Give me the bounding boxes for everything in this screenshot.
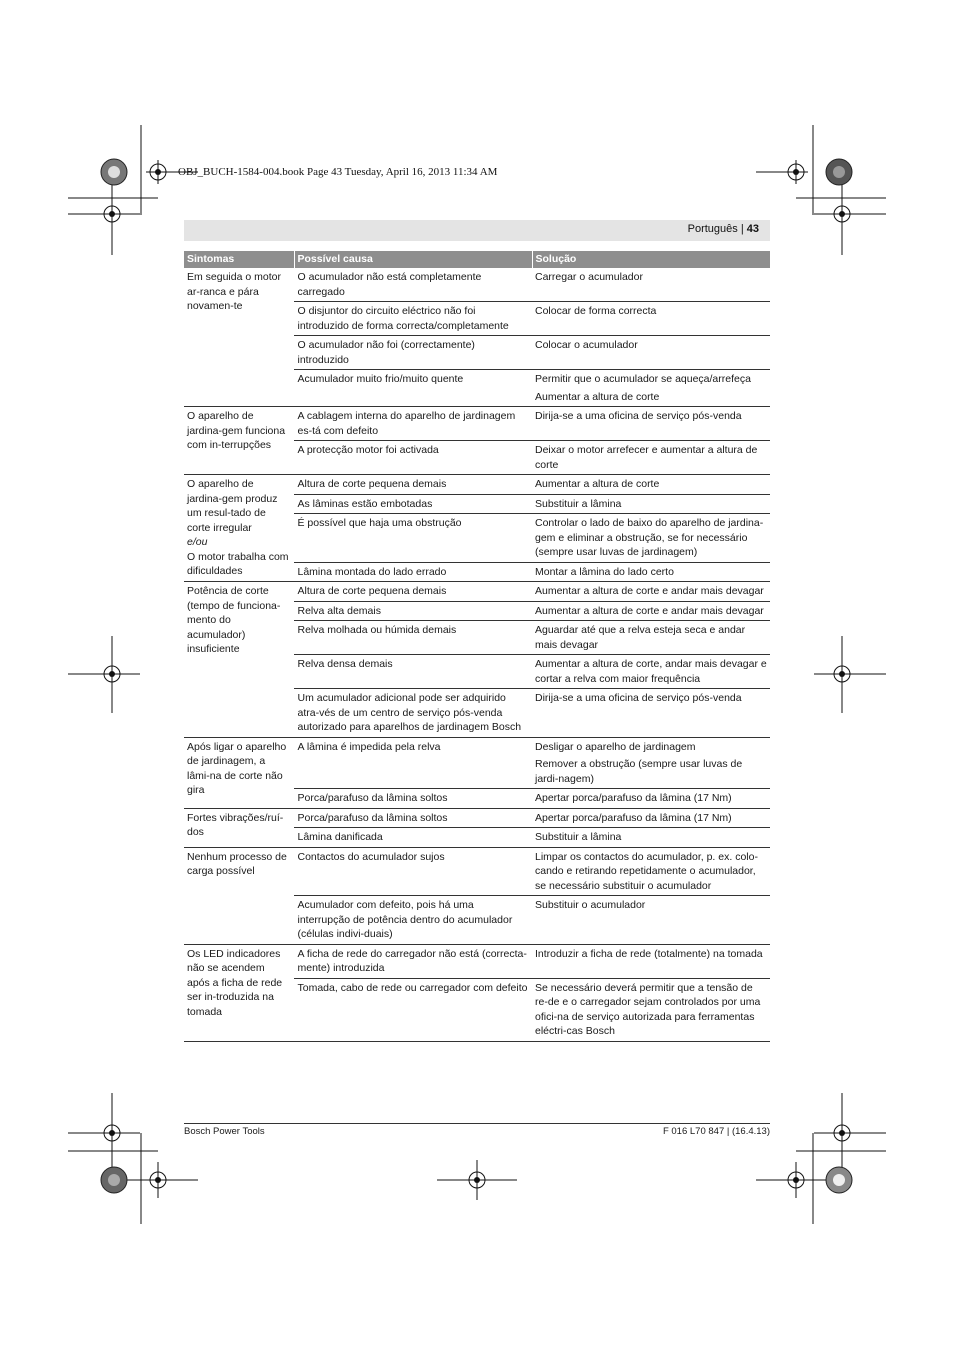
- solution-text: Dirija-se a uma oficina de serviço pós-venda: [535, 410, 742, 422]
- table-row: [184, 944, 770, 978]
- symptom-text: Potência de corte (tempo de funciona-mento do acumulador) insuficiente: [187, 585, 281, 655]
- footer-brand: Bosch Power Tools: [184, 1126, 265, 1137]
- cause-cell: Lâmina danificada: [294, 828, 532, 848]
- symptom-cell: [184, 407, 294, 475]
- symptom-cell: [184, 944, 294, 1041]
- cause-cell: Relva alta demais: [294, 601, 532, 621]
- cause-cell: Um acumulador adicional pode ser adquirido atra-vés de um centro de serviço pós-venda autorizado para aparelhos de jardinagem Bosch: [294, 689, 532, 738]
- table-row: [184, 847, 770, 896]
- solution-cell: [532, 514, 770, 563]
- solution-cell: [532, 582, 770, 602]
- solution-text: Permitir que o acumulador se aqueça/arrefeça: [535, 373, 751, 385]
- column-header-solution: Solução: [532, 251, 770, 268]
- column-header-cause: Possível causa: [294, 251, 532, 268]
- solution-text: Substituir o acumulador: [535, 899, 646, 911]
- cause-cell: Relva molhada ou húmida demais: [294, 621, 532, 655]
- page-number: 43: [746, 223, 759, 235]
- cause-cell: Relva densa demais: [294, 655, 532, 689]
- solution-text: Apertar porca/parafuso da lâmina (17 Nm): [535, 811, 732, 824]
- cause-cell: É possível que haja uma obstrução: [294, 514, 532, 563]
- cause-cell: Tomada, cabo de rede ou carregador com defeito: [294, 978, 532, 1041]
- cause-cell: Altura de corte pequena demais: [294, 582, 532, 602]
- cause-cell: A protecção motor foi activada: [294, 441, 532, 475]
- solution-cell: [532, 808, 770, 828]
- cause-cell: Porca/parafuso da lâmina soltos: [294, 808, 532, 828]
- table-row: [184, 407, 770, 441]
- solution-cell: [532, 407, 770, 441]
- cause-cell: Altura de corte pequena demais: [294, 475, 532, 495]
- solution-cell: [532, 621, 770, 655]
- cause-cell: A ficha de rede do carregador não está (correcta-mente) introduzida: [294, 944, 532, 978]
- footer-rule: [184, 1123, 770, 1124]
- solution-cell: [532, 370, 770, 407]
- cause-cell: A cablagem interna do aparelho de jardinagem es-tá com defeito: [294, 407, 532, 441]
- cause-cell: O disjuntor do circuito eléctrico não foi introduzido de forma correcta/completamente: [294, 302, 532, 336]
- table-row: [184, 582, 770, 602]
- solution-cell: [532, 828, 770, 848]
- symptom-text: O aparelho de jardina-gem funciona com in-terrupções: [187, 410, 286, 451]
- cause-cell: Porca/parafuso da lâmina soltos: [294, 789, 532, 809]
- solution-cell: [532, 896, 770, 945]
- solution-cell: [532, 494, 770, 514]
- table-row: [184, 808, 770, 828]
- cause-cell: Acumulador muito frio/muito quente: [294, 370, 532, 407]
- symptom-text: Fortes vibrações/ruí-dos: [187, 811, 284, 838]
- cause-cell: O acumulador não está completamente carregado: [294, 268, 532, 302]
- solution-text: Substituir a lâmina: [535, 831, 622, 843]
- solution-text: Substituir a lâmina: [535, 497, 622, 510]
- symptom-cell: [184, 582, 294, 738]
- solution-text: Colocar de forma correcta: [535, 305, 657, 317]
- solution-text: Aguardar até que a relva esteja seca e andar mais devagar: [535, 624, 746, 651]
- symptom-text: Após ligar o aparelho de jardinagem, a lâmi-na de corte não gira: [187, 740, 287, 796]
- solution-text: Carregar o acumulador: [535, 271, 643, 283]
- header-separator: |: [737, 223, 747, 235]
- symptom-cell: [184, 737, 294, 808]
- solution-cell: [532, 302, 770, 336]
- solution-cell: [532, 601, 770, 621]
- symptom-cell: [184, 808, 294, 847]
- table-header-row: [184, 251, 770, 268]
- solution-text: Desligar o aparelho de jardinagem: [535, 740, 696, 753]
- cause-cell: Lâmina montada do lado errado: [294, 562, 532, 582]
- column-header-symptoms: Sintomas: [184, 251, 294, 268]
- table-row: [184, 268, 770, 302]
- solution-text: Aumentar a altura de corte, andar mais devagar e cortar a relva com maior frequência: [535, 658, 767, 685]
- symptom-cell: [184, 475, 294, 582]
- cause-cell: Acumulador com defeito, pois há uma interrupção de potência dentro do acumulador (células indivi-duais): [294, 896, 532, 945]
- symptom-text: Em seguida o motor ar-ranca e pára novamen-te: [187, 271, 281, 312]
- footer-doc-number: F 016 L70 847 | (16.4.13): [662, 1126, 770, 1137]
- symptom-text-secondary: O motor trabalha com dificuldades: [187, 550, 289, 577]
- solution-cell: [532, 441, 770, 475]
- solution-text: Aumentar a altura de corte e andar mais devagar: [535, 585, 764, 597]
- solution-text: Colocar o acumulador: [535, 339, 638, 351]
- print-header: OBJ_BUCH-1584-004.book Page 43 Tuesday, April 16, 2013 11:34 AM: [178, 166, 498, 178]
- solution-cell: [532, 268, 770, 302]
- solution-text: Controlar o lado de baixo do aparelho de jardina-gem e eliminar a obstrução, se for necessário (sempre usar luvas de jardinagem): [535, 517, 764, 558]
- solution-cell: [532, 562, 770, 582]
- symptom-cell: [184, 268, 294, 407]
- cause-cell: A lâmina é impedida pela relva: [294, 737, 532, 789]
- symptom-text: Nenhum processo de carga possível: [187, 850, 287, 877]
- symptom-text: Os LED indicadores não se acendem após a ficha de rede ser in-troduzida na tomada: [187, 947, 283, 1018]
- solution-text: Apertar porca/parafuso da lâmina (17 Nm): [535, 792, 732, 804]
- solution-text: Se necessário deverá permitir que a tensão de re-de e o carregador sejam controlados por uma ofici-na de serviço autorizada para ferramentas eléctri-cas Bosch: [535, 981, 761, 1037]
- solution-cell: [532, 789, 770, 809]
- solution-text: Introduzir a ficha de rede (totalmente) na tomada: [535, 947, 763, 960]
- solution-text: Aumentar a altura de corte e andar mais devagar: [535, 604, 764, 617]
- solution-cell: [532, 944, 770, 978]
- solution-cell: [532, 978, 770, 1041]
- table-row: [184, 475, 770, 495]
- solution-text: Dirija-se a uma oficina de serviço pós-venda: [535, 692, 742, 704]
- symptom-or: e/ou: [187, 536, 208, 548]
- solution-cell: [532, 655, 770, 689]
- symptom-text: O aparelho de jardina-gem produz um resul-tado de corte irregular: [187, 478, 278, 534]
- page-header-bar: [184, 220, 770, 241]
- troubleshooting-table: [184, 251, 770, 1042]
- cause-cell: Contactos do acumulador sujos: [294, 847, 532, 896]
- solution-text: Aumentar a altura de corte: [535, 478, 660, 490]
- cause-cell: O acumulador não foi (correctamente) introduzido: [294, 336, 532, 370]
- symptom-cell: [184, 847, 294, 944]
- solution-text: Montar a lâmina do lado certo: [535, 565, 674, 578]
- solution-text: Deixar o motor arrefecer e aumentar a altura de corte: [535, 444, 758, 471]
- solution-text: Aumentar a altura de corte: [535, 390, 660, 403]
- language-label: Português: [687, 223, 738, 235]
- solution-text: Limpar os contactos do acumulador, p. ex. colo-cando e retirando repetidamente o acumulador, se necessário substituir o acumulador: [535, 850, 758, 892]
- solution-cell: [532, 475, 770, 495]
- cause-cell: As lâminas estão embotadas: [294, 494, 532, 514]
- solution-cell: [532, 847, 770, 896]
- solution-cell: [532, 689, 770, 738]
- solution-cell: [532, 737, 770, 789]
- solution-cell: [532, 336, 770, 370]
- table-row: [184, 737, 770, 789]
- page-header-language: [688, 223, 759, 235]
- solution-text: Remover a obstrução (sempre usar luvas de jardi-nagem): [535, 758, 743, 785]
